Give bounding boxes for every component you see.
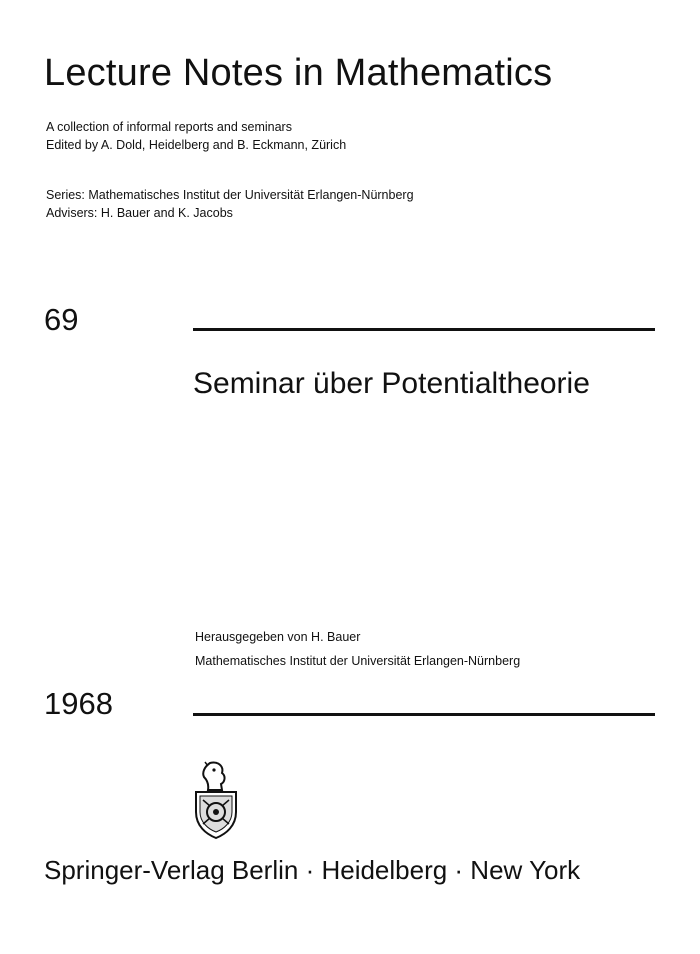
- series-subtitle: A collection of informal reports and seminars: [46, 120, 292, 134]
- series-institute: Series: Mathematisches Institut der Universität Erlangen-Nürnberg: [46, 188, 414, 202]
- series-editors: Edited by A. Dold, Heidelberg and B. Eckmann, Zürich: [46, 138, 347, 152]
- volume-number: 69: [44, 302, 79, 337]
- series-title: Lecture Notes in Mathematics: [44, 52, 553, 94]
- divider-rule-bottom: [193, 713, 655, 716]
- publisher-line: Springer-Verlag Berlin · Heidelberg · New York: [44, 855, 581, 885]
- series-advisers: Advisers: H. Bauer and K. Jacobs: [46, 206, 233, 220]
- series-institute-info: [46, 186, 414, 222]
- editor-name: Herausgegeben von H. Bauer: [195, 630, 361, 644]
- editor-info: [195, 628, 520, 670]
- editor-institute: Mathematisches Institut der Universität Erlangen-Nürnberg: [195, 654, 521, 668]
- springer-knight-logo-icon: [188, 760, 244, 842]
- divider-rule-top: [193, 328, 655, 331]
- publication-year: 1968: [44, 686, 113, 721]
- series-info: [46, 118, 346, 154]
- book-title: Seminar über Potentialtheorie: [193, 367, 590, 400]
